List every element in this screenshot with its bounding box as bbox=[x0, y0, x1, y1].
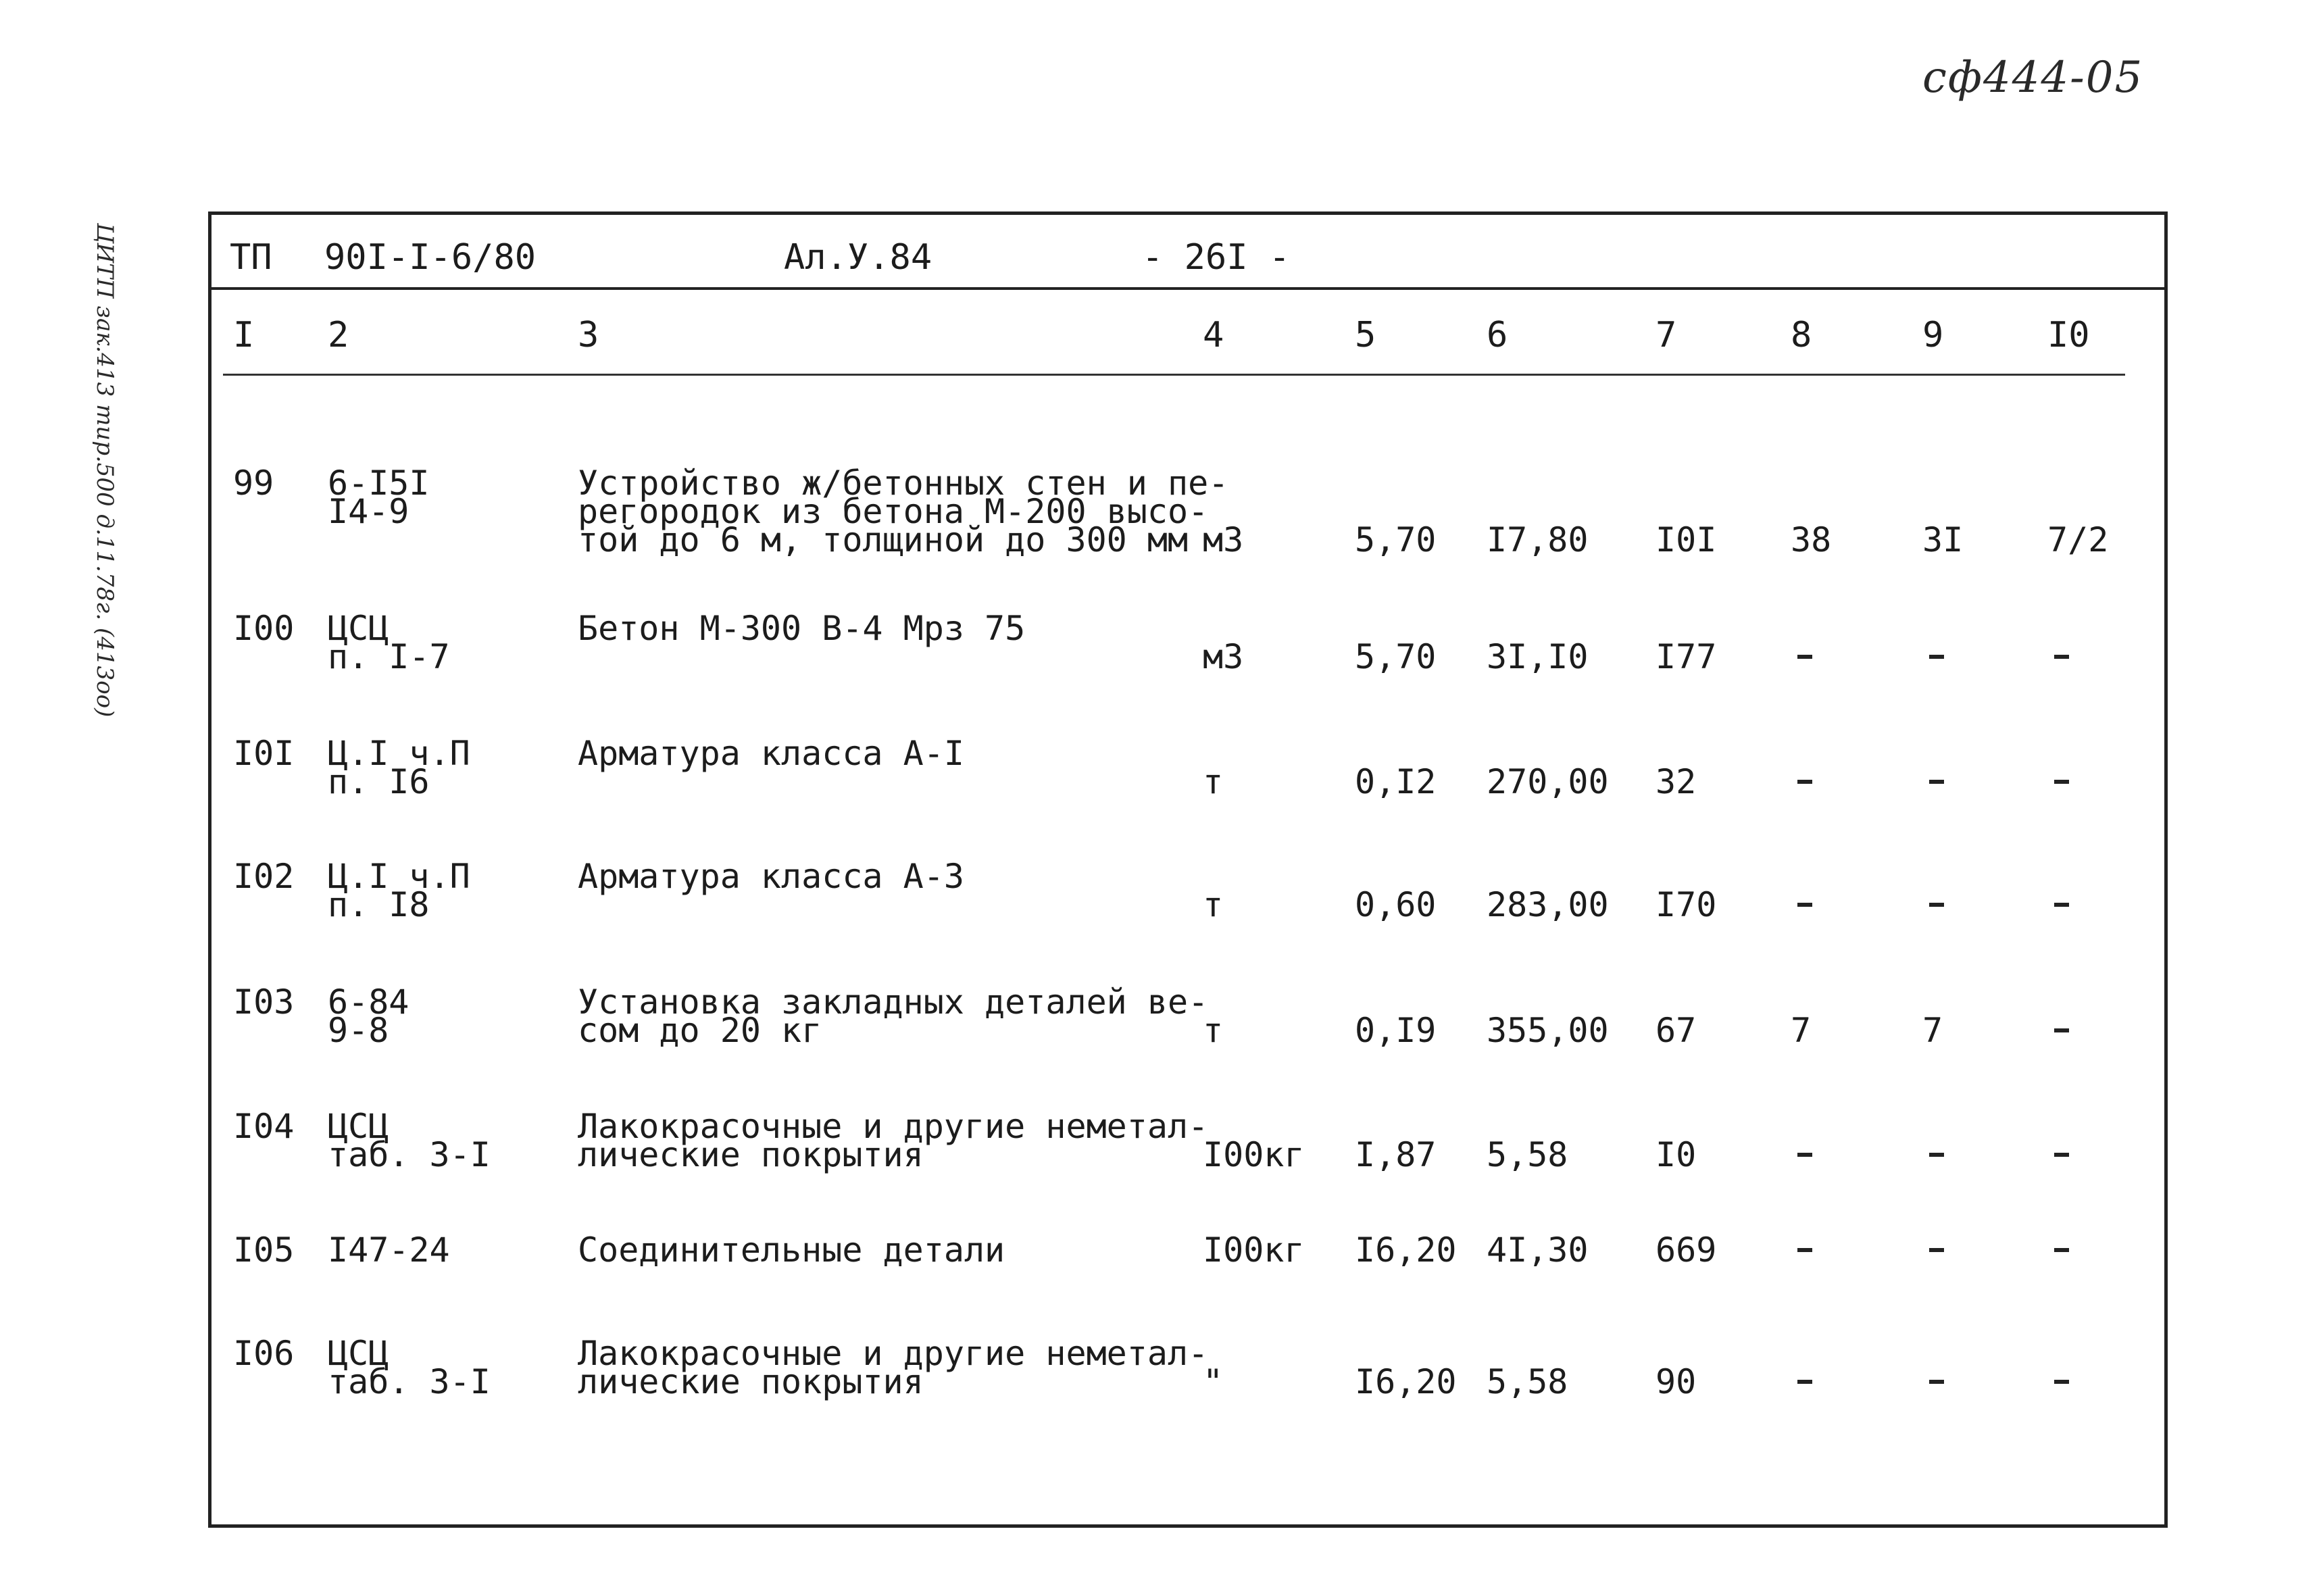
row-description: Лакокрасочные и другие неметал- bbox=[578, 1107, 1209, 1146]
row-number: I00 bbox=[233, 609, 295, 648]
row-quantity: 0,I2 bbox=[1355, 762, 1437, 801]
row-code: 6-84 bbox=[328, 982, 409, 1022]
row-number: I04 bbox=[233, 1107, 295, 1146]
row-number: I0I bbox=[233, 734, 295, 773]
row-code: ЦСЦ bbox=[328, 609, 389, 648]
row-code: 9-8 bbox=[328, 1011, 389, 1050]
row-unit: " bbox=[1203, 1362, 1224, 1401]
row-number: I02 bbox=[233, 857, 295, 896]
row-unit-price: 5,58 bbox=[1487, 1362, 1568, 1401]
row-total: 669 bbox=[1656, 1230, 1717, 1270]
row-col9: 3I bbox=[1922, 520, 1964, 559]
row-col8 bbox=[1797, 1380, 1812, 1384]
row-col9 bbox=[1929, 903, 1944, 907]
column-number: 9 bbox=[1922, 315, 1944, 355]
row-code: таб. 3-I bbox=[328, 1135, 491, 1174]
row-number: I03 bbox=[233, 982, 295, 1022]
column-number-divider bbox=[223, 374, 2125, 376]
row-code: п. I6 bbox=[328, 762, 430, 801]
column-number: 4 bbox=[1203, 315, 1224, 355]
row-total: 90 bbox=[1656, 1362, 1697, 1401]
row-description: той до 6 м, толщиной до 300 мм bbox=[578, 520, 1189, 559]
row-quantity: 0,60 bbox=[1355, 885, 1437, 924]
row-col10 bbox=[2054, 1248, 2069, 1252]
row-description: лические покрытия bbox=[578, 1135, 924, 1174]
row-col9: 7 bbox=[1922, 1011, 1943, 1050]
row-description: сом до 20 кг bbox=[578, 1011, 822, 1050]
row-code: I47-24 bbox=[328, 1230, 450, 1270]
row-description: Бетон М-300 В-4 Мрз 75 bbox=[578, 609, 1026, 648]
row-col9 bbox=[1929, 1380, 1944, 1384]
row-unit-price: 355,00 bbox=[1487, 1011, 1609, 1050]
row-col10: 7/2 bbox=[2047, 520, 2109, 559]
row-description: Соединительные детали bbox=[578, 1230, 1005, 1270]
row-col8 bbox=[1797, 1248, 1812, 1252]
header-album: Ал.У.84 bbox=[784, 237, 932, 278]
row-quantity: I6,20 bbox=[1355, 1230, 1457, 1270]
row-description: Лакокрасочные и другие неметал- bbox=[578, 1334, 1209, 1373]
row-unit-price: 270,00 bbox=[1487, 762, 1609, 801]
row-col10 bbox=[2054, 903, 2069, 907]
row-code: п. I8 bbox=[328, 885, 430, 924]
row-number: I06 bbox=[233, 1334, 295, 1373]
row-unit: т bbox=[1203, 1011, 1224, 1050]
row-col8 bbox=[1797, 655, 1812, 659]
corner-archive-code: сф444-05 bbox=[1922, 53, 2144, 103]
row-total: 67 bbox=[1656, 1011, 1697, 1050]
row-col8: 7 bbox=[1791, 1011, 1812, 1050]
header-divider bbox=[211, 287, 2164, 290]
side-print-stamp: ЦИТП зак.413 тир.500 д.11.78г. (413оо) bbox=[91, 223, 118, 718]
row-code: Ц.I ч.П bbox=[328, 734, 470, 773]
column-number: I bbox=[233, 315, 255, 355]
row-number: 99 bbox=[233, 464, 274, 503]
row-unit-price: 283,00 bbox=[1487, 885, 1609, 924]
row-total: 32 bbox=[1656, 762, 1697, 801]
row-col9 bbox=[1929, 655, 1944, 659]
row-quantity: I6,20 bbox=[1355, 1362, 1457, 1401]
row-number: I05 bbox=[233, 1230, 295, 1270]
row-col9 bbox=[1929, 1248, 1944, 1252]
row-description: Устройство ж/бетонных стен и пе- bbox=[578, 464, 1229, 503]
row-col8 bbox=[1797, 903, 1812, 907]
row-code: I4-9 bbox=[328, 492, 409, 531]
row-code: ЦСЦ bbox=[328, 1107, 389, 1146]
row-quantity: 0,I9 bbox=[1355, 1011, 1437, 1050]
row-unit: I00кг bbox=[1203, 1135, 1305, 1174]
row-code: таб. 3-I bbox=[328, 1362, 491, 1401]
row-unit-price: 4I,30 bbox=[1487, 1230, 1589, 1270]
header-page-number: - 26I - bbox=[1142, 237, 1291, 278]
row-code: Ц.I ч.П bbox=[328, 857, 470, 896]
header-project-number: 90I-I-6/80 bbox=[324, 237, 537, 278]
row-col10 bbox=[2054, 1028, 2069, 1032]
row-unit: м3 bbox=[1203, 520, 1244, 559]
row-col10 bbox=[2054, 1380, 2069, 1384]
row-col8 bbox=[1797, 780, 1812, 784]
column-number: 7 bbox=[1656, 315, 1677, 355]
row-description: лические покрытия bbox=[578, 1362, 924, 1401]
row-unit: м3 bbox=[1203, 637, 1244, 676]
row-description: регородок из бетона М-200 высо- bbox=[578, 492, 1209, 531]
column-number: 6 bbox=[1487, 315, 1508, 355]
row-code: п. I-7 bbox=[328, 637, 450, 676]
row-description: Арматура класса А-I bbox=[578, 734, 964, 773]
column-number: 5 bbox=[1355, 315, 1376, 355]
row-col8 bbox=[1797, 1153, 1812, 1157]
row-col10 bbox=[2054, 780, 2069, 784]
row-quantity: 5,70 bbox=[1355, 637, 1437, 676]
column-number: 8 bbox=[1791, 315, 1812, 355]
row-code: ЦСЦ bbox=[328, 1334, 389, 1373]
row-total: I0I bbox=[1656, 520, 1717, 559]
row-unit: I00кг bbox=[1203, 1230, 1305, 1270]
row-unit: т bbox=[1203, 762, 1224, 801]
row-total: I0 bbox=[1656, 1135, 1697, 1174]
row-description: Арматура класса А-3 bbox=[578, 857, 964, 896]
row-col10 bbox=[2054, 1153, 2069, 1157]
row-quantity: I,87 bbox=[1355, 1135, 1437, 1174]
row-description: Установка закладных деталей ве- bbox=[578, 982, 1209, 1022]
row-total: I70 bbox=[1656, 885, 1717, 924]
row-col9 bbox=[1929, 1153, 1944, 1157]
column-number: I0 bbox=[2047, 315, 2090, 355]
row-unit: т bbox=[1203, 885, 1224, 924]
row-code: 6-I5I bbox=[328, 464, 430, 503]
table-frame bbox=[208, 211, 2168, 1528]
row-col8: 38 bbox=[1791, 520, 1832, 559]
column-number: 2 bbox=[328, 315, 349, 355]
row-unit-price: I7,80 bbox=[1487, 520, 1589, 559]
row-unit-price: 5,58 bbox=[1487, 1135, 1568, 1174]
header-tp: ТП bbox=[230, 237, 272, 278]
row-total: I77 bbox=[1656, 637, 1717, 676]
row-unit-price: 3I,I0 bbox=[1487, 637, 1589, 676]
row-quantity: 5,70 bbox=[1355, 520, 1437, 559]
row-col9 bbox=[1929, 780, 1944, 784]
row-col10 bbox=[2054, 655, 2069, 659]
column-number: 3 bbox=[578, 315, 599, 355]
